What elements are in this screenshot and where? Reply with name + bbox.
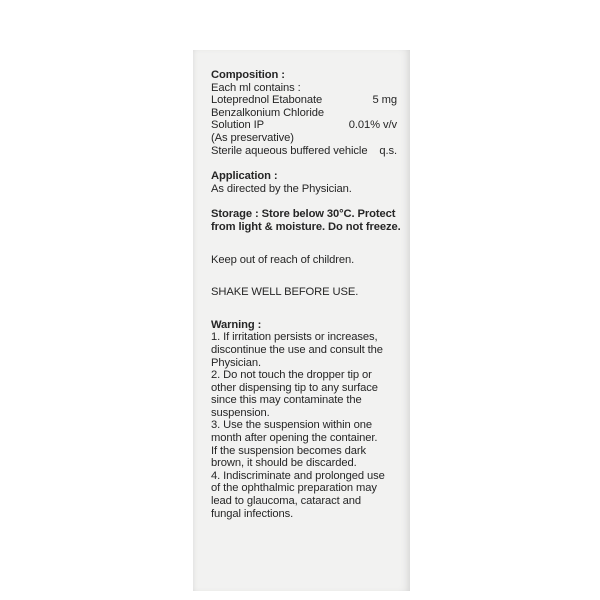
warning-line: suspension. (211, 406, 270, 419)
warning-line: since this may contaminate the (211, 394, 362, 407)
ingredient-row (211, 107, 401, 120)
warning-line: of the ophthalmic preparation may (211, 482, 377, 495)
application-text: As directed by the Physician. (211, 182, 352, 195)
warning-line: other dispensing tip to any surface (211, 381, 378, 394)
warning-line: 1. If irritation persists or increases, (211, 331, 378, 344)
storage-line: Storage : Store below 30°C. Protect (211, 208, 396, 221)
ingredient-row (211, 145, 401, 158)
ingredient-amount: q.s. (379, 144, 397, 157)
warning-line: discontinue the use and consult the (211, 343, 383, 356)
shake-notice: SHAKE WELL BEFORE USE. (211, 286, 359, 299)
warning-line: 2. Do not touch the dropper tip or (211, 369, 372, 382)
composition-intro: Each ml contains : (211, 81, 301, 94)
label-text (211, 69, 401, 520)
warning-line: fungal infections. (211, 507, 294, 520)
storage-line: from light & moisture. Do not freeze. (211, 220, 401, 233)
ingredient-amount: 5 mg (372, 94, 397, 107)
ingredient-row (211, 94, 401, 107)
warning-line: brown, it should be discarded. (211, 457, 357, 470)
warning-line: 3. Use the suspension within one (211, 419, 372, 432)
ingredient-name: Loteprednol Etabonate (211, 94, 323, 107)
warning-line: month after opening the container. (211, 432, 378, 445)
ingredient-name: Sterile aqueous buffered vehicle (211, 144, 368, 157)
ingredient-row (211, 132, 401, 145)
warning-line: lead to glaucoma, cataract and (211, 495, 361, 508)
ingredient-amount (397, 132, 401, 145)
application-heading: Application : (211, 170, 278, 183)
warning-line: Physician. (211, 356, 261, 369)
warning-line: 4. Indiscriminate and prolonged use (211, 469, 385, 482)
ingredient-name: Benzalkonium Chloride (211, 106, 324, 119)
keep-out-notice: Keep out of reach of children. (211, 253, 355, 266)
ingredient-amount: 0.01% v/v (348, 119, 397, 132)
ingredient-name: (As preservative) (211, 131, 294, 144)
ingredient-row (211, 119, 401, 132)
ingredient-amount (397, 107, 401, 120)
ingredient-name: Solution IP (211, 119, 265, 132)
warning-heading: Warning : (211, 318, 262, 331)
warning-line: If the suspension becomes dark (211, 444, 366, 457)
composition-heading: Composition : (211, 69, 285, 81)
